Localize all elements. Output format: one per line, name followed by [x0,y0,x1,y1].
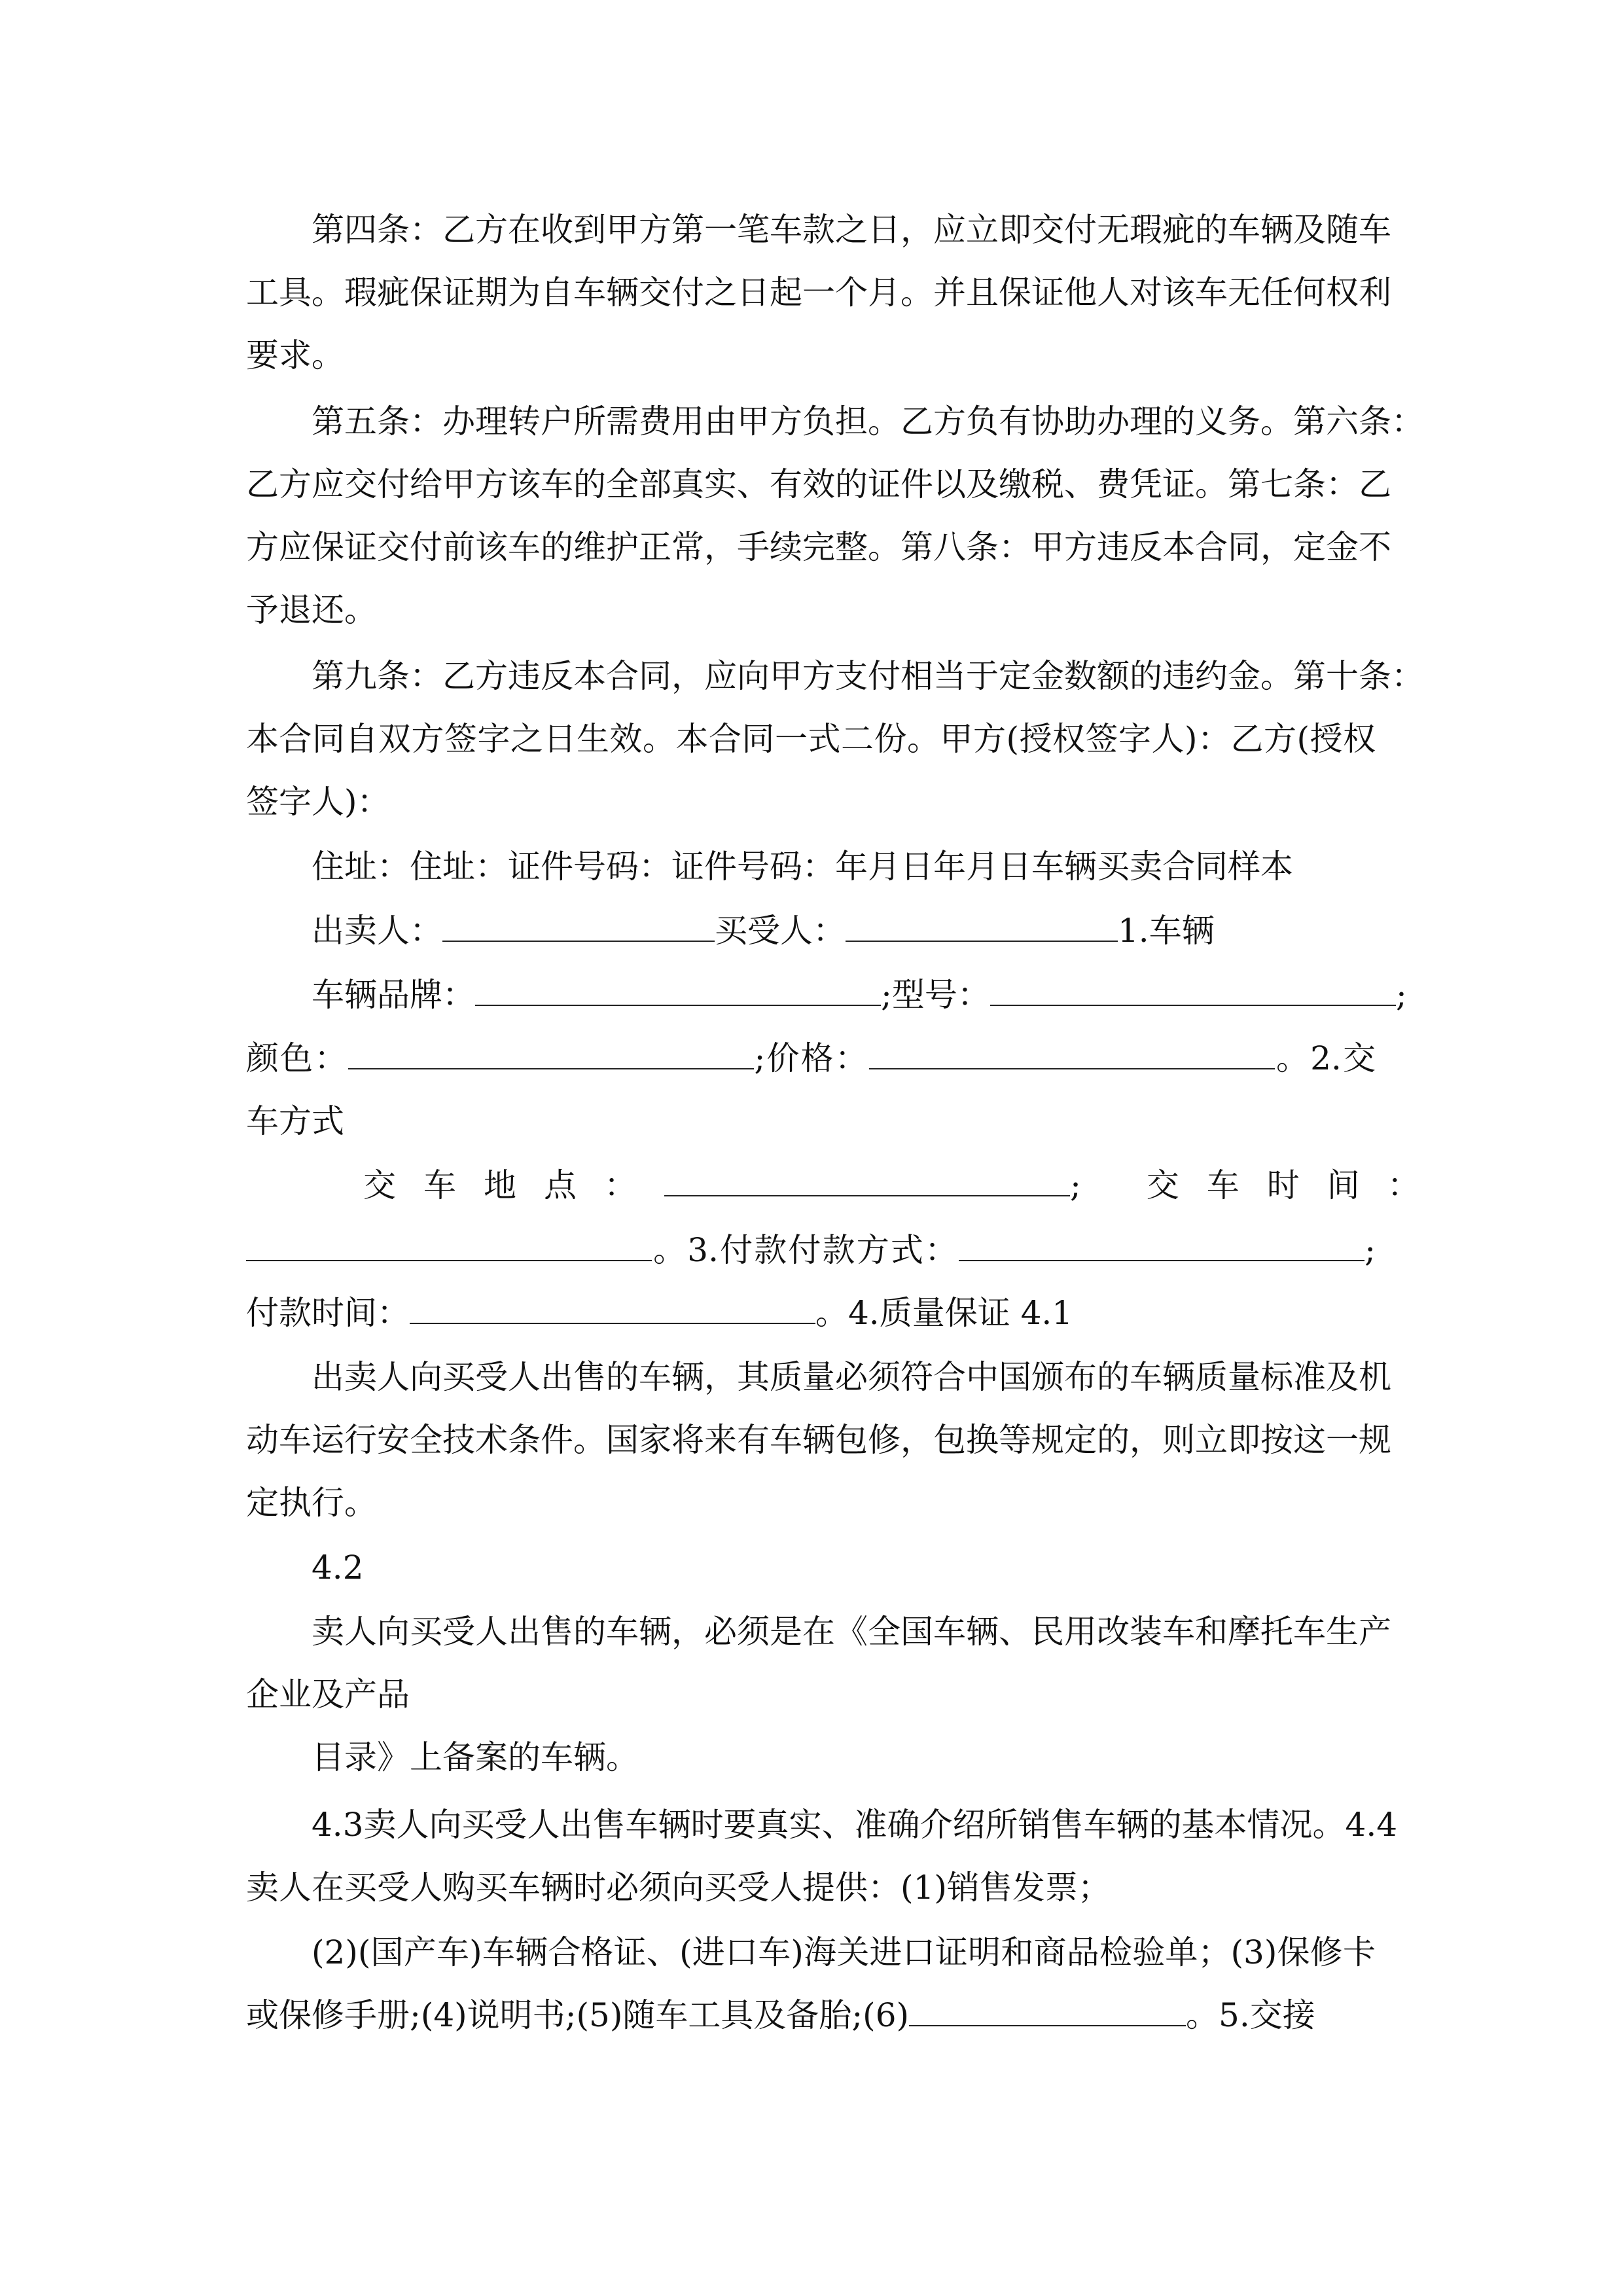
brand-model-line [312,975,1407,1014]
color-blank[interactable] [348,1039,754,1069]
quality-line-2: 动车运行安全技术条件。国家将来有车辆包修，包换等规定的，则立即按这一规 [246,1421,1391,1459]
clause-9-line-1: 第九条：乙方违反本合同，应向甲方支付相当于定金数额的违约金。第十条： [312,657,1424,695]
semicolon: ; [1364,1231,1376,1269]
delivery-time-blank[interactable] [246,1231,652,1261]
section-4-4-line: 卖人在买受人购买车辆时必须向买受人提供：(1)销售发票； [246,1869,1111,1907]
section-4-2-line-1: 卖人向买受人出售的车辆，必须是在《全国车辆、民用改装车和摩托车生产 [312,1613,1391,1651]
clause-4-line-2: 工具。瑕疵保证期为自车辆交付之日起一个月。并且保证他人对该车无任何权利 [246,274,1391,312]
payment-method-blank[interactable] [959,1231,1364,1261]
price-label: ;价格： [754,1039,869,1077]
section-2-heading: 。2.交 [1274,1039,1376,1077]
buyer-label: 买受人： [715,912,846,950]
quality-line-1: 出卖人向买受人出售的车辆，其质量必须符合中国颁布的车辆质量标准及机 [312,1358,1391,1396]
section-4-2-line-2: 企业及产品 [246,1676,410,1713]
clause-4-line-1: 第四条：乙方在收到甲方第一笔车款之日，应立即交付无瑕疵的车辆及随车 [312,211,1391,249]
clause-5-line-1: 第五条：办理转户所需费用由甲方负担。乙方负有协助办理的义务。第六条： [312,403,1424,440]
parties-line [312,911,1376,950]
seller-blank[interactable] [442,912,715,942]
section-4-2-line-3: 目录》上备案的车辆。 [312,1738,639,1776]
payment-time-line [246,1293,1376,1333]
documents-line-1: (2)(国产车)车辆合格证、(进口车)海关进口证明和商品检验单；(3)保修卡 [312,1933,1376,1971]
semicolon: ; [1395,976,1407,1014]
payment-time-blank[interactable] [410,1294,815,1324]
section-1-heading: 1.车辆 [1118,912,1215,950]
color-price-line [246,1039,1376,1078]
payment-time-label: 付款时间： [246,1294,410,1332]
price-blank[interactable] [869,1039,1275,1069]
clause-5-line-3: 方应保证交付前该车的维护正常，手续完整。第八条：甲方违反本合同，定金不 [246,528,1391,566]
clause-9-line-2: 本合同自双方签字之日生效。本合同一式二份。甲方(授权签字人)：乙方(授权 [246,720,1376,758]
payment-method-label: 。3.付款付款方式： [652,1231,959,1269]
section-2-heading-cont: 车方式 [246,1102,344,1140]
payment-method-line [246,1230,1376,1270]
delivery-time-label: ; 交车时间： [1070,1166,1448,1204]
clause-4-line-3: 要求。 [246,336,344,374]
delivery-place-label: 交车地点： [363,1166,664,1204]
clause-5-line-2: 乙方应交付给甲方该车的全部真实、有效的证件以及缴税、费凭证。第七条：乙 [246,465,1391,503]
documents-text: 或保修手册;(4)说明书;(5)随车工具及备胎;(6) [246,1996,910,2034]
model-label: ;型号： [881,976,990,1014]
section-4-2-number: 4.2 [312,1549,364,1587]
brand-label: 车辆品牌： [312,976,475,1014]
clause-9-line-3: 签字人)： [246,783,390,821]
quality-line-3: 定执行。 [246,1484,377,1522]
item-6-blank[interactable] [909,1996,1186,2026]
delivery-line [363,1166,1448,1205]
color-label: 颜色： [246,1039,349,1077]
model-blank[interactable] [990,976,1396,1006]
section-4-3-line-1: 4.3卖人向买受人出售车辆时要真实、准确介绍所销售车辆的基本情况。4.4 [312,1806,1398,1844]
documents-line-2 [246,1996,1376,2035]
delivery-place-blank[interactable] [664,1166,1070,1196]
section-5-heading: 。5.交接 [1186,1996,1315,2034]
section-4-heading: 。4.质量保证 4.1 [815,1294,1073,1332]
brand-blank[interactable] [475,976,881,1006]
buyer-blank[interactable] [846,912,1118,942]
clause-5-line-4: 予退还。 [246,591,377,629]
seller-label: 出卖人： [312,912,442,950]
address-line: 住址：住址：证件号码：证件号码：年月日年月日车辆买卖合同样本 [312,848,1293,886]
